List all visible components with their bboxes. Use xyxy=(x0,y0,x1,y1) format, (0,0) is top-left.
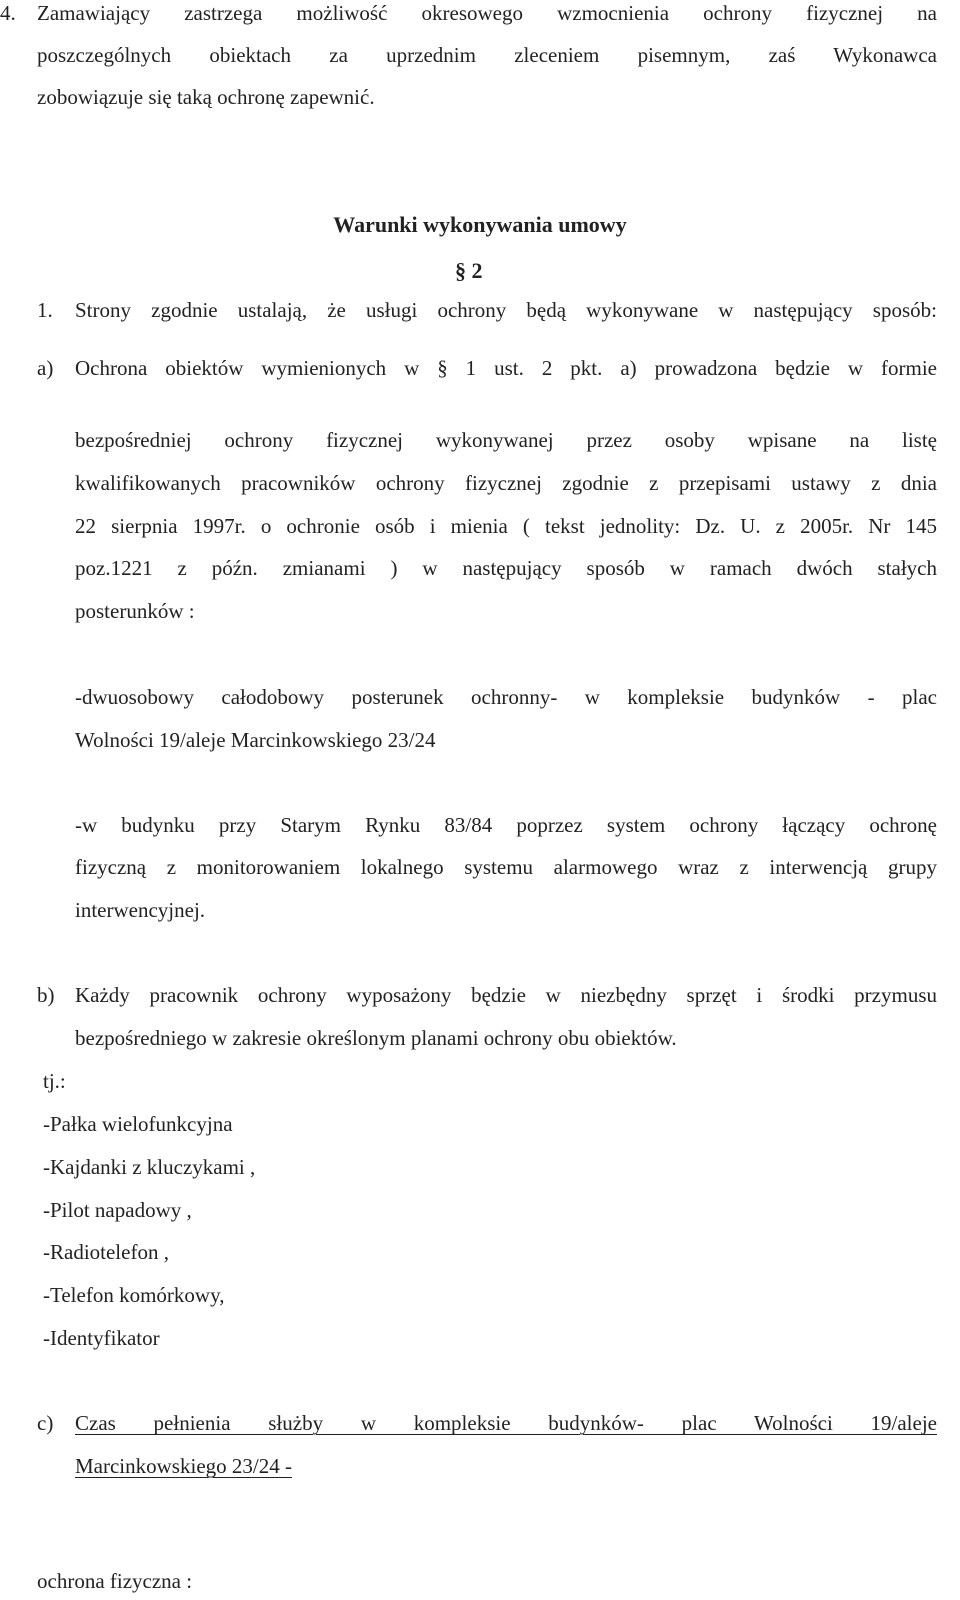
item-a-line: posterunków : xyxy=(75,599,195,623)
point-1-text: Strony zgodnie ustalają, że usługi ochrony będą wykonywane w następujący sposób: xyxy=(75,298,937,322)
point-1-number: 1. xyxy=(37,298,53,322)
equipment-item: -Radiotelefon , xyxy=(43,1240,169,1264)
section-heading: Warunki wykonywania umowy xyxy=(333,212,627,237)
item-b-label: b) xyxy=(37,983,55,1007)
section-4-number: 4. xyxy=(0,1,16,25)
section-4-line: zobowiązuje się taką ochronę zapewnić. xyxy=(37,85,375,109)
item-a-line: 22 sierpnia 1997r. o ochronie osób i mienia ( tekst jednolity: Dz. U. z 2005r. Nr 145 xyxy=(75,514,937,538)
item-b-line: Każdy pracownik ochrony wyposażony będzie w niezbędny sprzęt i środki przymusu xyxy=(75,983,937,1007)
item-a-line: Ochrona obiektów wymienionych w § 1 ust. 2 pkt. a) prowadzona będzie w formie xyxy=(75,356,937,380)
equipment-item: -Identyfikator xyxy=(43,1326,160,1350)
posterunek-description: fizyczną z monitorowaniem lokalnego systemu alarmowego wraz z interwencją grupy xyxy=(75,855,937,879)
equipment-item: -Kajdanki z kluczykami , xyxy=(43,1155,256,1179)
item-c-label: c) xyxy=(37,1411,54,1435)
posterunek-description: -dwuosobowy całodobowy posterunek ochronny- w kompleksie budynków - plac xyxy=(75,685,937,709)
section-4-line: poszczególnych obiektach za uprzednim zleceniem pisemnym, zaś Wykonawca xyxy=(37,43,937,67)
item-b-line: bezpośredniego w zakresie określonym planami ochrony obu obiektów. xyxy=(75,1026,677,1050)
equipment-item: -Pałka wielofunkcyjna xyxy=(43,1112,233,1136)
equipment-item: -Pilot napadowy , xyxy=(43,1198,192,1222)
section-4-line: Zamawiający zastrzega możliwość okresowego wzmocnienia ochrony fizycznej na xyxy=(37,1,937,25)
item-a-line: kwalifikowanych pracowników ochrony fizycznej zgodnie z przepisami ustawy z dnia xyxy=(75,471,937,495)
posterunek-description: -w budynku przy Starym Rynku 83/84 poprzez system ochrony łączący ochronę xyxy=(75,813,937,837)
ochrona-fizyczna-label: ochrona fizyczna : xyxy=(37,1569,193,1593)
posterunek-description: Wolności 19/aleje Marcinkowskiego 23/24 xyxy=(75,728,436,752)
posterunek-description: interwencyjnej. xyxy=(75,898,206,922)
item-c-line: Czas pełnienia służby w kompleksie budynków- plac Wolności 19/aleje xyxy=(75,1411,937,1435)
equipment-item: -Telefon komórkowy, xyxy=(43,1283,225,1307)
item-a-line: bezpośredniej ochrony fizycznej wykonywanej przez osoby wpisane na listę xyxy=(75,428,937,452)
paragraph-mark: § 2 xyxy=(455,258,483,283)
item-c-line: Marcinkowskiego 23/24 - xyxy=(75,1454,292,1478)
item-a-line: poz.1221 z późn. zmianami ) w następujący sposób w ramach dwóch stałych xyxy=(75,556,937,580)
tj-label: tj.: xyxy=(43,1069,66,1093)
item-a-label: a) xyxy=(37,356,54,380)
